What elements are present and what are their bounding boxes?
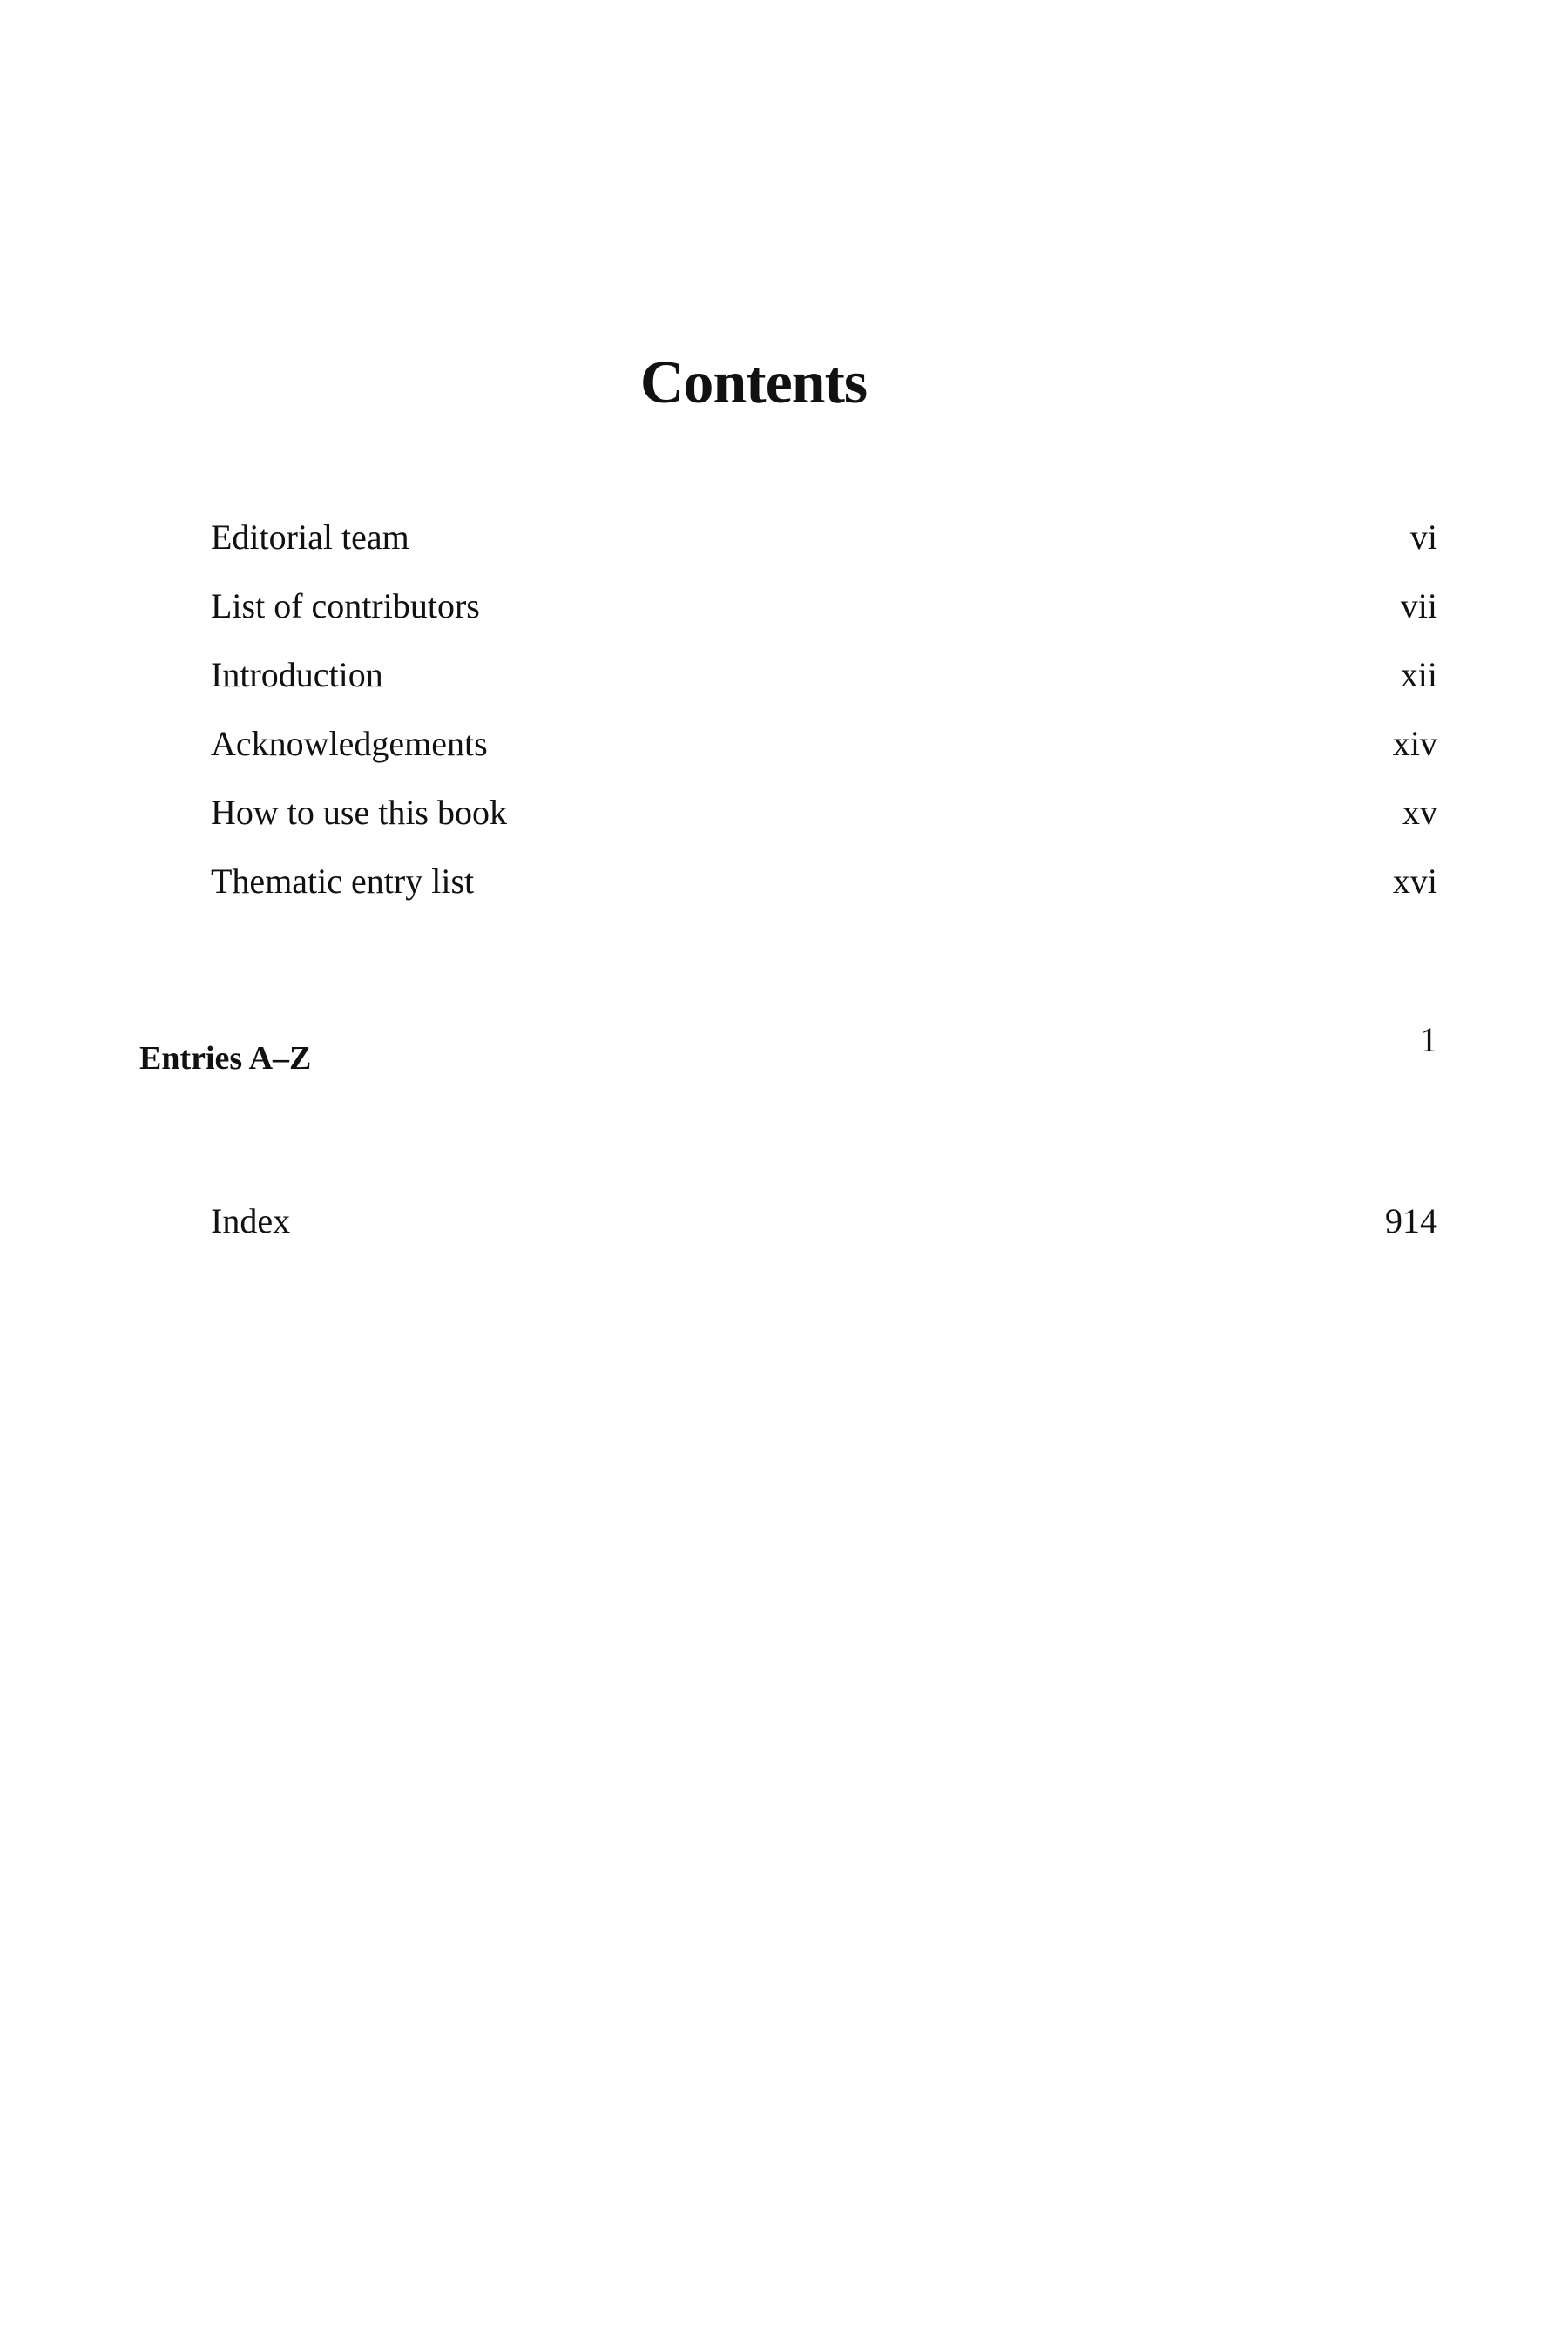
toc-entry-page: xv <box>1402 793 1437 832</box>
section-heading-entries[interactable]: Entries A–Z <box>139 1040 312 1077</box>
toc-entry-title: Acknowledgements <box>211 724 488 763</box>
toc-entry-title: Editorial team <box>211 517 409 557</box>
toc-entry-title: How to use this book <box>211 793 507 832</box>
toc-entry-title: Thematic entry list <box>211 862 475 901</box>
section-page-number: 1 <box>1420 1020 1437 1059</box>
toc-entry-page: vii <box>1400 586 1437 625</box>
page-title: Contents <box>639 349 868 416</box>
toc-entry-page: 914 <box>1385 1201 1437 1240</box>
toc-entry-title: Introduction <box>211 655 383 694</box>
toc-entry-title: List of contributors <box>211 586 480 625</box>
toc-entry-page: xvi <box>1392 862 1437 901</box>
toc-entry-title: Index <box>211 1201 291 1240</box>
toc-entry-page: xii <box>1400 655 1437 694</box>
toc-entry-page: xiv <box>1392 724 1437 763</box>
toc-entry-page: vi <box>1409 517 1437 557</box>
